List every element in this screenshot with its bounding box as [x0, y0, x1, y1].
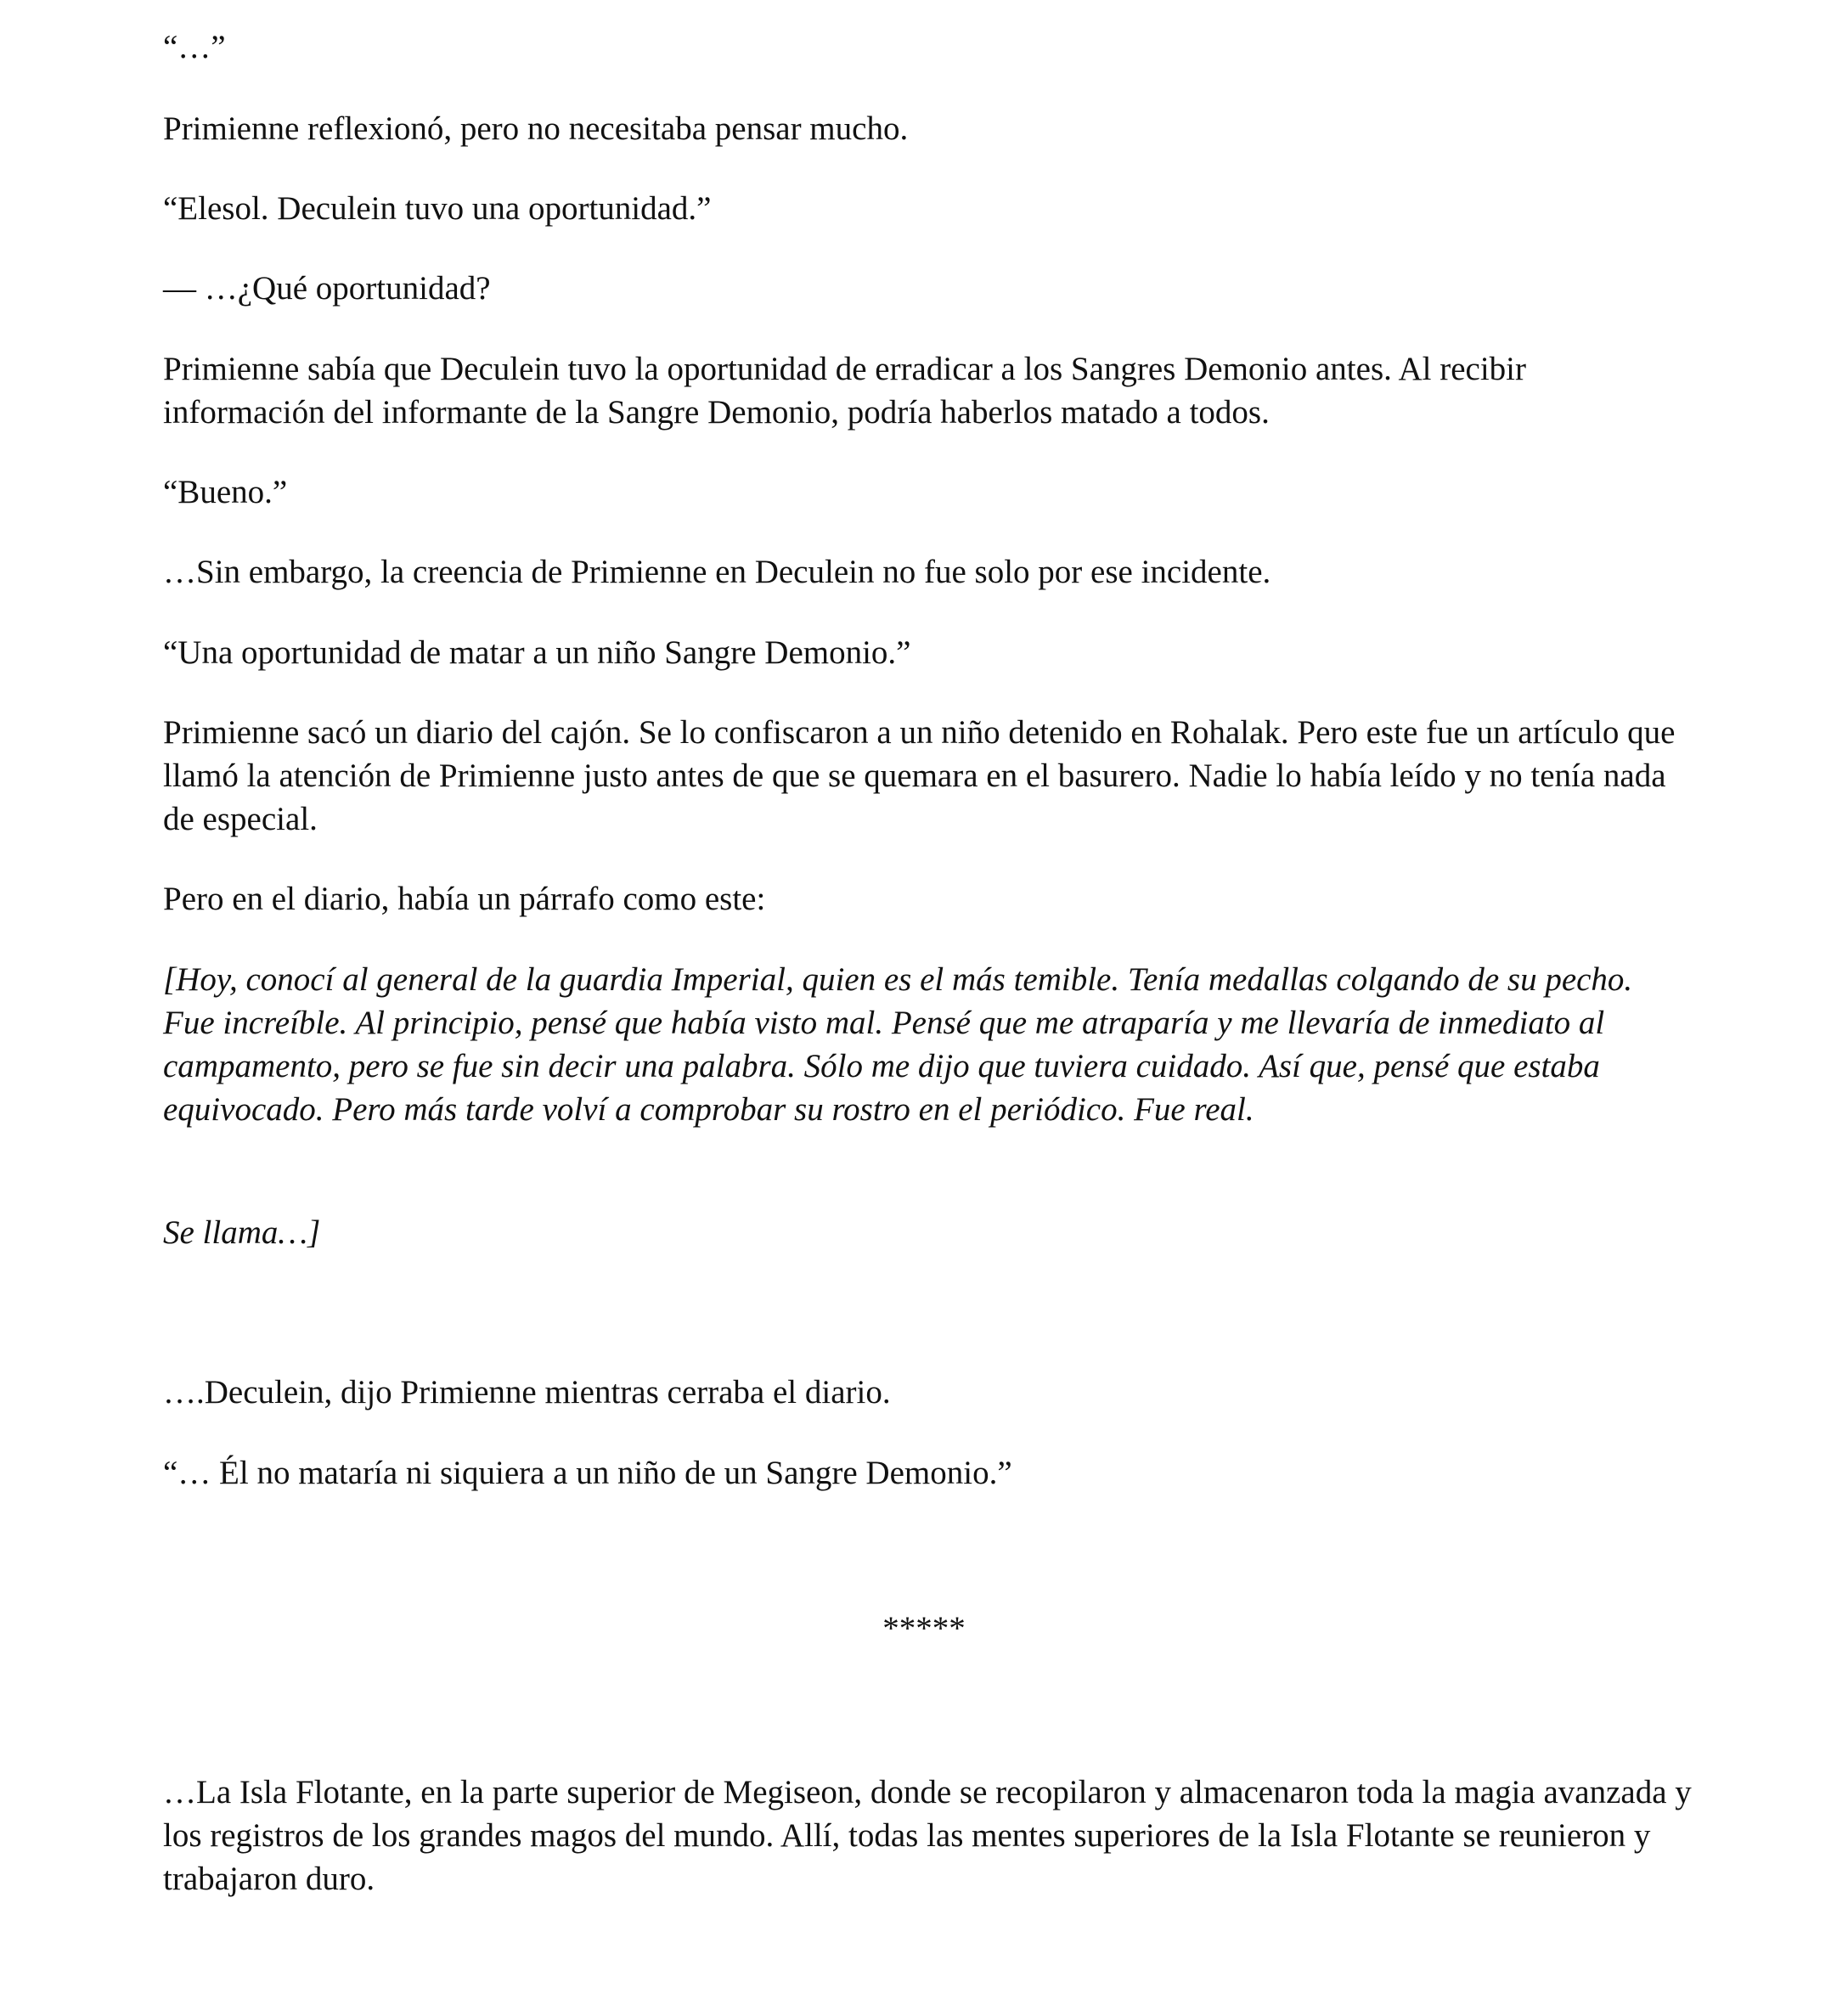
paragraph-ellipsis-quote: “…”	[163, 29, 226, 65]
paragraph-que-oportunidad: — …¿Qué oportunidad?	[163, 270, 491, 307]
paragraph-bueno-quote: “Bueno.”	[163, 474, 288, 510]
paragraph-deculein-cerraba: ….Deculein, dijo Primienne mientras cerraba el diario.	[163, 1374, 891, 1411]
paragraph-el-no-mataria: “… Él no mataría ni siquiera a un niño de un Sangre Demonio.”	[163, 1455, 1012, 1491]
paragraph-isla-flotante: …La Isla Flotante, en la parte superior de Megiseon, donde se recopilaron y almacenaron toda la magia avanzada y los registros de los grandes magos del mundo. Allí, todas las mentes superiores de la Isla Flotante se reunieron y trabajaron duro.	[163, 1774, 1692, 1897]
paragraph-pero-en-el-diario: Pero en el diario, había un párrafo como este:	[163, 881, 766, 917]
paragraph-diary-entry: [Hoy, conocí al general de la guardia Imperial, quien es el más temible. Tenía medallas colgando de su pecho. Fue increíble. Al principio, pensé que había visto mal. Pensé que me atraparía y me llevaría de inmediato al campamento, pero se fue sin decir una palabra. Sólo me dijo que tuviera cuidado. Así que, pensé que estaba equivocado. Pero más tarde volví a comprobar su rostro en el periódico. Fue real.	[163, 961, 1633, 1128]
paragraph-una-oportunidad-quote: “Una oportunidad de matar a un niño Sangre Demonio.”	[163, 634, 911, 671]
section-separator: *****	[882, 1610, 966, 1647]
paragraph-sin-embargo: …Sin embargo, la creencia de Primienne en Deculein no fue solo por ese incidente.	[163, 554, 1271, 590]
paragraph-elesol-quote: “Elesol. Deculein tuvo una oportunidad.”	[163, 190, 712, 227]
paragraph-se-llama: Se llama…]	[163, 1214, 321, 1251]
paragraph-primienne-sabia: Primienne sabía que Deculein tuvo la oportunidad de erradicar a los Sangres Demonio antes. Al recibir información del informante de la Sangre Demonio, podría haberlos matado a todos.	[163, 351, 1526, 431]
paragraph-diario-cajon: Primienne sacó un diario del cajón. Se lo confiscaron a un niño detenido en Rohalak. Pero este fue un artículo que llamó la atención de Primienne justo antes de que se quemara en el basurero. Nadie lo había leído y no tenía nada de especial.	[163, 714, 1676, 837]
paragraph-primienne-reflexiono: Primienne reflexionó, pero no necesitaba pensar mucho.	[163, 110, 909, 147]
